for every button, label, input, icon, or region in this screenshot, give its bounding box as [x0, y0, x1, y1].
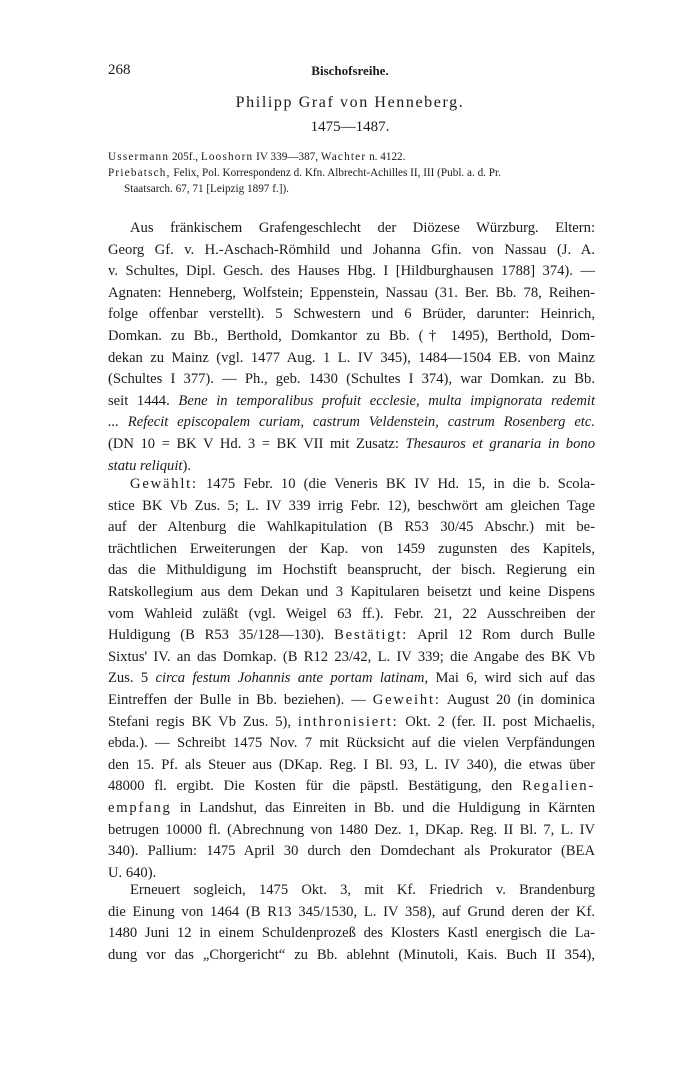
text-line: dekan zu Mainz (vgl. 1477 Aug. 1 L. IV 345), 1484—1504 EB. von Mainz: [108, 349, 595, 366]
text-line: statu reliquit).: [108, 457, 191, 474]
text-line: U. 640).: [108, 864, 157, 881]
text-line: Domkan. zu Bb., Berthold, Domkantor zu Bb. († 1495), Berthold, Dom-: [108, 327, 595, 344]
text-line: seit 1444. Bene in temporalibus profuit ecclesie, multa impignorata redemit: [108, 392, 595, 409]
paragraph-election: [108, 474, 595, 884]
text-line: Aus fränkischem Grafengeschlecht der Diözese Würzburg. Eltern:: [130, 220, 595, 236]
text-line: auf der Altenburg die Wahlkapitulation (B R53 30/45 Abschr.) mit be-: [108, 519, 595, 536]
text-line: ebda.). — Schreibt 1475 Nov. 7 mit Rücksicht auf die vielen Verpfändungen: [108, 735, 595, 752]
paragraph-alliance: [108, 880, 595, 966]
text-line: (Schultes I 377). — Ph., geb. 1430 (Schultes I 374), war Domkan. zu Bb.: [108, 371, 595, 388]
page-header: [0, 62, 700, 82]
entry-years: 1475—1487.: [310, 119, 390, 135]
reference-line: Priebatsch, Felix, Pol. Korrespondenz d. Kfn. Albrecht-Achilles II, III (Publ. a. d. Pr.: [108, 167, 501, 179]
text-line: das die Mithuldigung im Hochstift beansprucht, der bisch. Regierung ein: [108, 562, 595, 579]
text-line: 340). Pallium: 1475 April 30 durch den Domdechant als Prokurator (BEA: [108, 843, 595, 860]
text-line: 1480 Juni 12 in einem Schuldenprozeß des Klosters Kastl energisch die La-: [108, 925, 595, 942]
page-number: 268: [108, 62, 131, 78]
text-line: Eintreffen der Bulle in Bb. beziehen). — Geweiht: August 20 (in dominica: [108, 691, 595, 708]
text-line: (DN 10 = BK V Hd. 3 = BK VII mit Zusatz: Thesauros et granaria in bono: [108, 435, 595, 452]
text-line: v. Schultes, Dipl. Gesch. des Hauses Hbg. I [Hildburghausen 1788] 374). —: [108, 263, 595, 280]
text-line: ... Refecit episcopalem curiam, castrum Veldenstein, castrum Rosenberg etc.: [108, 414, 595, 431]
text-line: trächtlichen Erweiterungen der Kap. von 1459 zugunsten des Kapitels,: [108, 540, 595, 557]
references-block: [108, 149, 594, 197]
text-line: Agnaten: Henneberg, Wolfstein; Eppenstein, Nassau (31. Ber. Bb. 78, Reihen-: [108, 284, 595, 301]
text-line: die Einung von 1464 (B R13 345/1530, L. IV 358), auf Grund deren der Kf.: [108, 903, 595, 920]
entry-title: Philipp Graf von Henneberg.: [235, 94, 465, 111]
text-line: Ratskollegium aus dem Dekan und 3 Kapitularen beisetzt und keine Dispens: [108, 583, 595, 600]
text-line: Stefani regis BK Vb Zus. 5), inthronisiert: Okt. 2 (fer. II. post Michaelis,: [108, 713, 595, 730]
text-line: 48000 fl. ergibt. Die Kosten für die päpstl. Bestätigung, den Regalien-: [108, 778, 595, 795]
text-line: betrugen 10000 fl. (Abrechnung von 1480 Dez. 1, DKap. Reg. II Bl. 7, L. IV: [108, 821, 595, 838]
text-line: folge offenbar verstellt). 5 Schwestern und 6 Brüder, darunter: Heinrich,: [108, 306, 595, 323]
text-line: den 15. Pf. als Steuer aus (DKap. Reg. I Bl. 93, L. IV 340), die etwas über: [108, 756, 595, 773]
text-line: dung vor das „Chorgericht“ zu Bb. ablehnt (Minutoli, Kais. Buch II 354),: [108, 946, 595, 963]
reference-line: Staatsarch. 67, 71 [Leipzig 1897 f.]).: [124, 183, 289, 195]
text-line: Huldigung (B R53 35/128—130). Bestätigt: April 12 Rom durch Bulle: [108, 627, 595, 644]
paragraph-origins: [108, 218, 595, 477]
text-line: Zus. 5 circa festum Johannis ante portam latinam, Mai 6, wird sich auf das: [108, 670, 595, 687]
text-line: empfang in Landshut, das Einreiten in Bb. und die Huldigung in Kärnten: [108, 799, 595, 816]
reference-line: Ussermann 205f., Looshorn IV 339—387, Wachter n. 4122.: [108, 151, 406, 163]
text-line: Erneuert sogleich, 1475 Okt. 3, mit Kf. Friedrich v. Brandenburg: [130, 882, 595, 898]
text-line: Sixtus' IV. an das Domkap. (B R12 23/42, L. IV 339; die Angabe des BK Vb: [108, 648, 595, 665]
running-head: Bischofsreihe.: [311, 63, 389, 78]
text-line: stice BK Vb Zus. 5; L. IV 339 irrig Febr. 12), beschwört am gleichen Tage: [108, 497, 595, 514]
text-line: Gewählt: 1475 Febr. 10 (die Veneris BK IV Hd. 15, in die b. Scola-: [130, 476, 595, 492]
text-line: vom Wahleid zuläßt (vgl. Weigel 63 ff.). Febr. 21, 22 Ausschreiben der: [108, 605, 595, 622]
text-line: Georg Gf. v. H.-Aschach-Römhild und Johanna Gfin. von Nassau (J. A.: [108, 241, 595, 258]
